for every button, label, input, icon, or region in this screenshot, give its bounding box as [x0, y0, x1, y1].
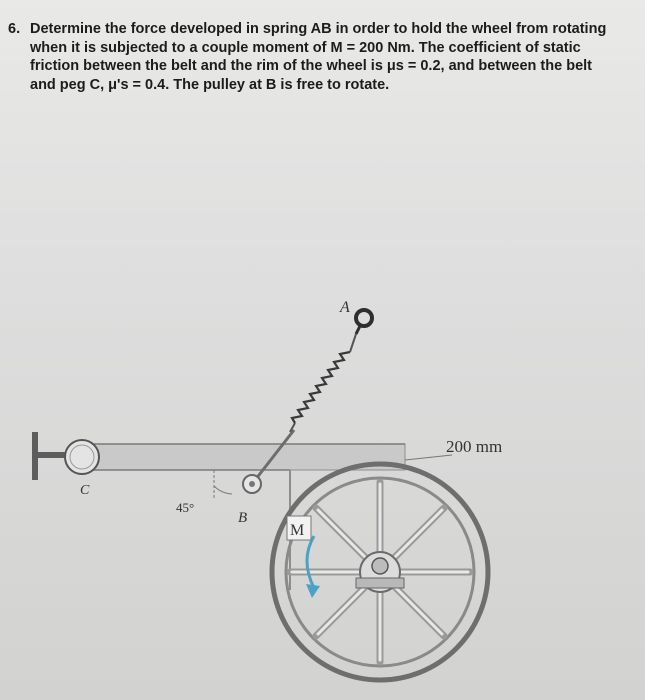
pulley-b — [243, 475, 261, 493]
dimension-line — [405, 455, 452, 460]
label-dimension: 200 mm — [446, 437, 503, 456]
problem-number: 6. — [8, 21, 21, 37]
anchor-a — [356, 310, 372, 334]
angle-mark — [214, 470, 232, 500]
label-m: M — [290, 522, 305, 539]
wall-bracket — [32, 432, 68, 480]
label-c: C — [80, 483, 90, 498]
label-a: A — [340, 299, 350, 316]
spring-ab — [290, 334, 356, 432]
problem-line-1: Determine the force developed in spring AB in order to hold the wheel from rotating — [30, 21, 607, 37]
label-b: B — [238, 510, 248, 526]
moment-arrow — [306, 536, 320, 598]
problem-line-2: when it is subjected to a couple moment of M = 200 Nm. The coefficient of static — [30, 39, 581, 56]
problem-line-4: and peg C, μ's = 0.4. The pulley at B is free to rotate. — [30, 76, 390, 93]
peg-c — [65, 440, 99, 474]
wheel — [272, 464, 488, 680]
problem-line-3: friction between the belt and the rim of the wheel is μs = 0.2, and between the belt — [30, 58, 592, 74]
label-angle: 45° — [176, 500, 195, 515]
